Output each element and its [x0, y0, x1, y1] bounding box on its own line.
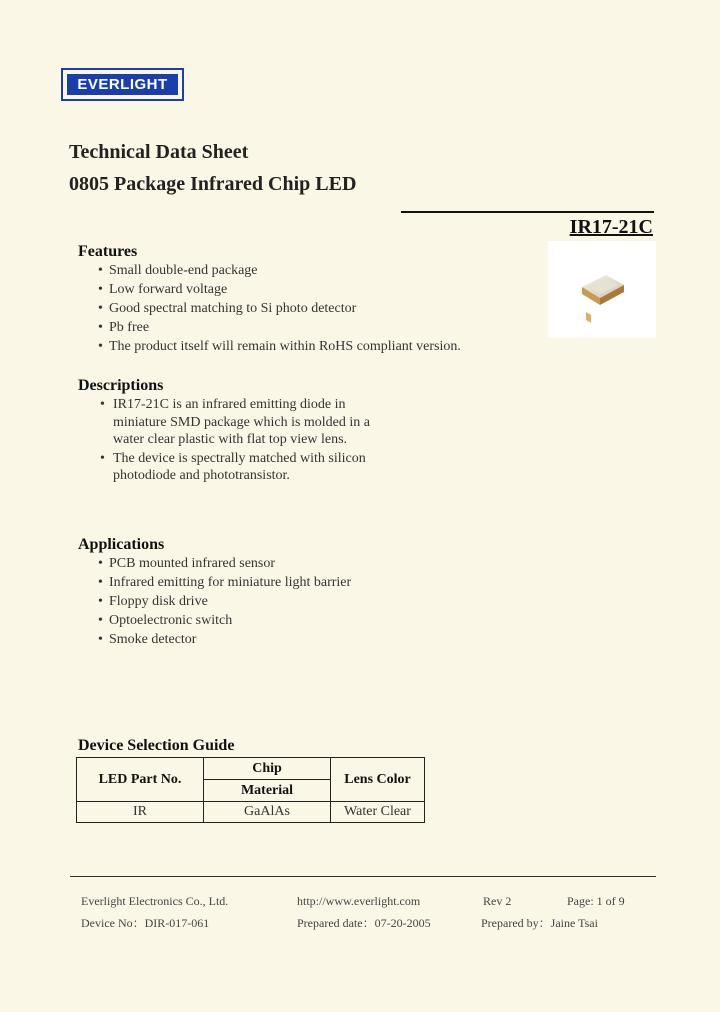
descriptions-heading: Descriptions	[78, 377, 164, 394]
application-item: • PCB mounted infrared sensor	[98, 554, 351, 573]
cell-part: IR	[77, 802, 204, 823]
feature-item: • Low forward voltage	[98, 280, 461, 299]
footer-prepared-by: Prepared by：Jaine Tsai	[481, 916, 598, 930]
footer-prepared-date: Prepared date：07-20-2005	[297, 916, 431, 930]
selection-guide-heading: Device Selection Guide	[78, 737, 235, 754]
applications-heading: Applications	[78, 536, 165, 553]
descriptions-list	[100, 396, 400, 486]
application-item: • Smoke detector	[98, 630, 351, 649]
cell-material: GaAlAs	[204, 802, 331, 823]
application-item: • Optoelectronic switch	[98, 611, 351, 630]
col-lens-header: Lens Color	[331, 758, 425, 802]
application-item: • Floppy disk drive	[98, 592, 351, 611]
doc-title-line2: 0805 Package Infrared Chip LED	[69, 173, 357, 195]
feature-item: • Small double-end package	[98, 261, 461, 280]
footer-company: Everlight Electronics Co., Ltd.	[81, 894, 229, 908]
selection-guide-table	[76, 757, 425, 823]
footer-rev: Rev 2	[483, 894, 512, 908]
everlight-logo	[61, 68, 184, 101]
footer-rule	[70, 876, 656, 877]
features-list	[98, 261, 461, 356]
led-chip-image	[548, 241, 656, 338]
description-item: • IR17-21C is an infrared emitting diode in miniature SMD package which is molded in a water clear plastic with flat top view lens.	[100, 396, 400, 449]
part-number: IR17-21C	[569, 216, 653, 238]
application-item: • Infrared emitting for miniature light barrier	[98, 573, 351, 592]
feature-item: • Pb free	[98, 318, 461, 337]
description-item: • The device is spectrally matched with silicon photodiode and phototransistor.	[100, 450, 400, 485]
col-chip-header: Chip	[204, 758, 331, 780]
logo-text: EVERLIGHT	[67, 74, 178, 95]
col-part-header: LED Part No.	[77, 758, 204, 802]
table-row	[77, 802, 425, 823]
footer-url[interactable]: http://www.everlight.com	[297, 894, 421, 908]
applications-list	[98, 554, 351, 649]
cell-lens: Water Clear	[331, 802, 425, 823]
footer-page: Page: 1 of 9	[567, 894, 625, 908]
doc-title-line1: Technical Data Sheet	[69, 141, 249, 163]
title-rule	[401, 211, 654, 213]
feature-item: • Good spectral matching to Si photo detector	[98, 299, 461, 318]
footer-device-no: Device No：DIR-017-061	[81, 916, 210, 930]
feature-item: • The product itself will remain within RoHS compliant version.	[98, 337, 461, 356]
features-heading: Features	[78, 243, 138, 260]
col-material-header: Material	[204, 780, 331, 802]
